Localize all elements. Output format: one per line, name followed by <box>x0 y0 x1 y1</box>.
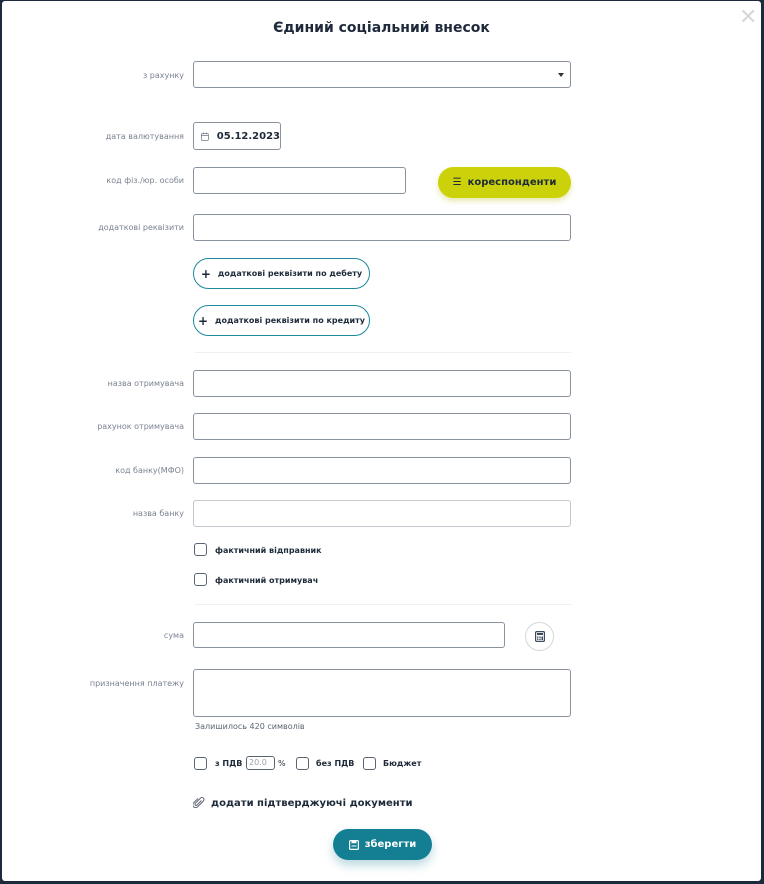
recipient-name-label: назва отримувача <box>107 379 184 388</box>
with-vat-label: з ПДВ <box>215 759 243 768</box>
additional-details-input[interactable] <box>193 214 571 241</box>
with-vat-checkbox[interactable] <box>194 757 207 770</box>
vat-rate-input[interactable]: 20.0 <box>246 756 275 770</box>
calculator-icon <box>535 631 545 642</box>
correspondents-label: кореспонденти <box>467 177 557 188</box>
save-icon <box>349 840 359 850</box>
chevron-down-icon <box>558 73 564 77</box>
plus-icon: + <box>197 313 209 328</box>
calendar-icon <box>201 130 209 143</box>
purpose-textarea[interactable] <box>193 669 571 717</box>
actual-recipient-label: фактичний отримувач <box>215 576 319 585</box>
close-icon[interactable]: ✕ <box>739 5 758 30</box>
purpose-char-counter: Залишилось 420 символів <box>195 722 305 731</box>
value-date-value: 05.12.2023 <box>216 130 280 142</box>
actual-sender-label: фактичний відправник <box>215 546 322 555</box>
actual-sender-checkbox[interactable] <box>194 543 207 556</box>
dialog-title: Єдиний соціальний внесок <box>273 20 490 36</box>
save-button[interactable] <box>333 829 432 860</box>
without-vat-checkbox[interactable] <box>296 757 309 770</box>
list-icon: ☰ <box>452 177 462 188</box>
budget-checkbox[interactable] <box>363 757 376 770</box>
attach-documents-link[interactable] <box>193 797 413 809</box>
amount-label: сума <box>163 631 184 640</box>
from-account-label: з рахунку <box>142 71 184 80</box>
from-account-select[interactable] <box>193 61 571 88</box>
paperclip-icon <box>193 797 205 809</box>
percent-sign: % <box>278 759 286 768</box>
debit-details-button[interactable] <box>193 258 370 289</box>
recipient-account-label: рахунок отримувача <box>97 422 184 431</box>
tax-id-label: код фіз./юр. особи <box>106 176 184 185</box>
value-date-field[interactable] <box>193 122 281 150</box>
budget-label: Бюджет <box>383 759 422 768</box>
amount-input[interactable] <box>193 622 505 648</box>
debit-details-label: додаткові реквізити по дебету <box>217 269 363 278</box>
calculator-button[interactable] <box>525 622 554 651</box>
section-divider <box>195 604 571 605</box>
bank-name-label: назва банку <box>132 509 184 518</box>
tax-id-input[interactable] <box>193 167 406 194</box>
bank-name-input[interactable] <box>193 500 571 527</box>
credit-details-button[interactable] <box>193 305 370 336</box>
correspondents-button[interactable] <box>438 167 571 198</box>
attach-documents-label: додати підтверджуючі документи <box>211 797 413 809</box>
bank-code-label: код банку(МФО) <box>115 466 184 475</box>
section-divider <box>195 352 571 353</box>
bank-code-input[interactable] <box>193 457 571 484</box>
recipient-account-input[interactable] <box>193 413 571 440</box>
without-vat-label: без ПДВ <box>316 759 355 768</box>
plus-icon: + <box>200 266 211 281</box>
additional-details-label: додаткові реквізити <box>98 223 184 232</box>
value-date-label: дата валютування <box>105 132 184 141</box>
purpose-label: призначення платежу <box>89 679 184 688</box>
social-contribution-dialog <box>2 1 761 881</box>
actual-recipient-checkbox[interactable] <box>194 573 207 586</box>
credit-details-label: додаткові реквізити по кредиту <box>215 316 365 325</box>
recipient-name-input[interactable] <box>193 370 571 397</box>
save-label: зберегти <box>364 839 417 850</box>
